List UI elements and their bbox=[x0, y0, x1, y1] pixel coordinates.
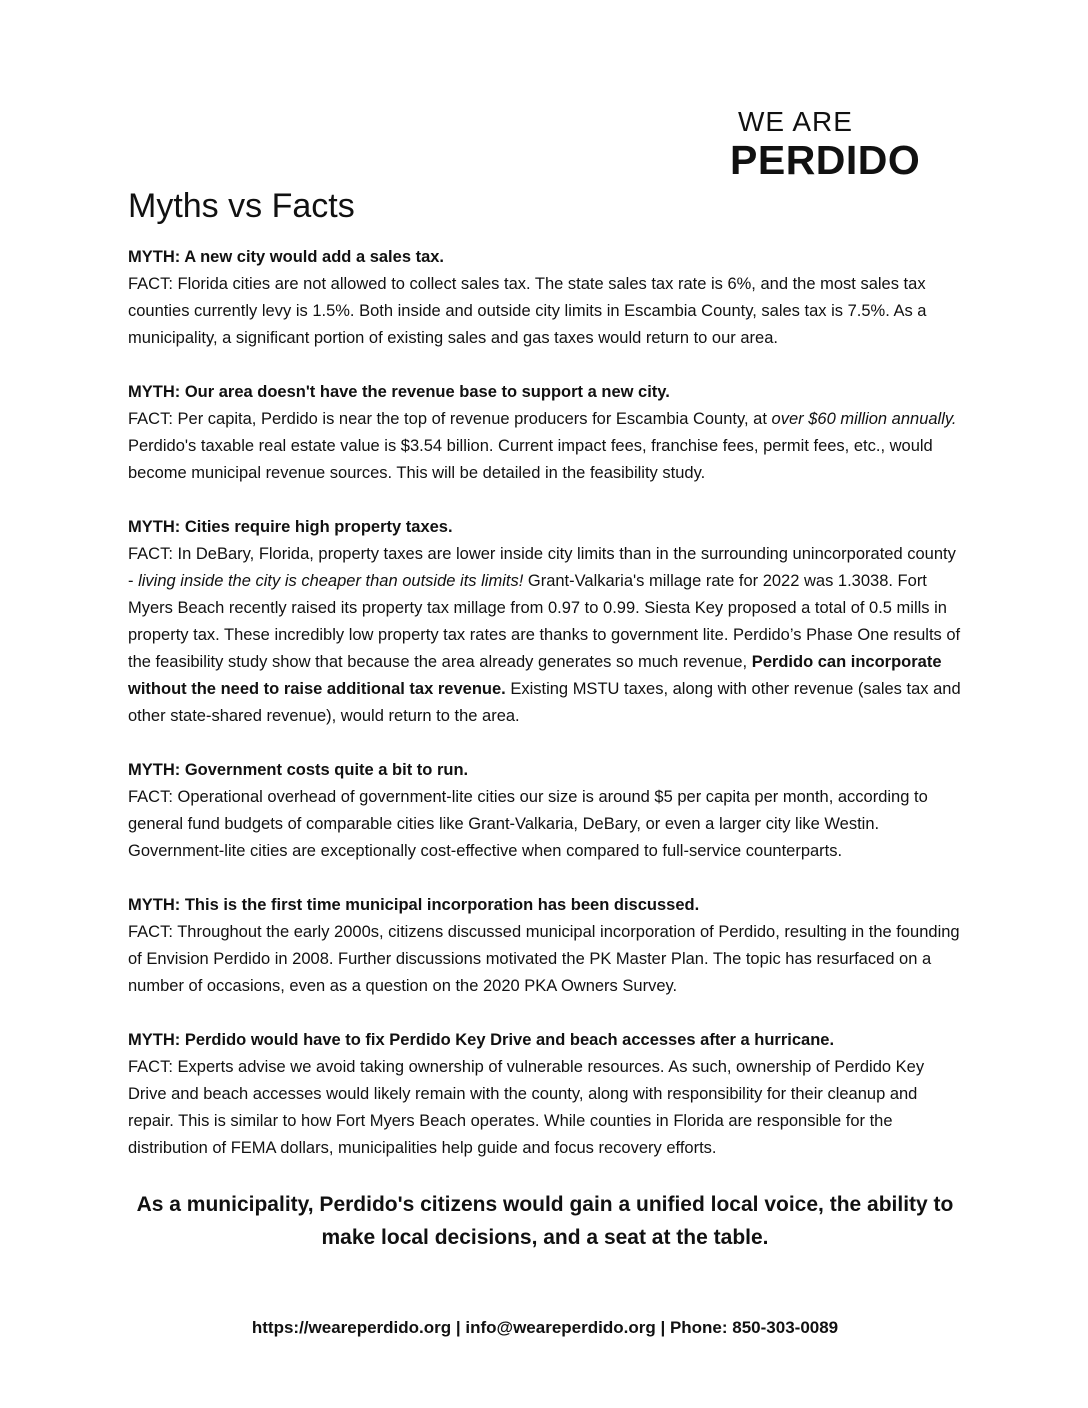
footer-separator: | bbox=[655, 1318, 670, 1337]
myth-fact-item-6 bbox=[128, 1027, 962, 1162]
myth-fact-item-4 bbox=[128, 757, 962, 865]
footer-contact bbox=[128, 1316, 962, 1340]
myths-facts-list bbox=[128, 244, 962, 1189]
fact-text bbox=[128, 271, 962, 352]
fact-segment: FACT: Operational overhead of government-lite cities our size is around $5 per capita per month, according to general fund budgets of comparable cities like Grant-Valkaria, DeBary, or even a larger city like Westin. Government-lite cities are exceptionally cost-effective when compared to full-service counterparts. bbox=[128, 788, 928, 860]
fact-emphasis: living inside the city is cheaper than outside its limits! bbox=[138, 572, 524, 590]
fact-segment: FACT: Per capita, Perdido is near the top of revenue producers for Escambia County, at bbox=[128, 410, 772, 428]
fact-emphasis: over $60 million annually. bbox=[771, 410, 957, 428]
myth-heading: MYTH: Our area doesn't have the revenue base to support a new city. bbox=[128, 383, 670, 401]
brand-logo bbox=[730, 106, 970, 182]
fact-text bbox=[128, 541, 962, 730]
email-link[interactable]: info@weareperdido.org bbox=[465, 1318, 656, 1337]
fact-segment: Perdido's taxable real estate value is $3.54 billion. Current impact fees, franchise fees, permit fees, etc., would become municipal revenue sources. This will be detailed in the feasibility study. bbox=[128, 437, 933, 482]
myth-heading: MYTH: This is the first time municipal incorporation has been discussed. bbox=[128, 896, 700, 914]
fact-segment: FACT: In DeBary, Florida, property taxes are lower inside city limits than in the surrounding unincorporated county - bbox=[128, 545, 956, 590]
myth-fact-item-5 bbox=[128, 892, 962, 1000]
fact-segment: FACT: Throughout the early 2000s, citizens discussed municipal incorporation of Perdido, resulting in the founding of Envision Perdido in 2008. Further discussions motivated the PK Master Plan. The topic has resurfaced on a number of occasions, even as a question on the 2020 PKA Owners Survey. bbox=[128, 923, 960, 995]
fact-text bbox=[128, 919, 962, 1000]
closing-statement: As a municipality, Perdido's citizens would gain a unified local voice, the ability to make local decisions, and a seat at the table. bbox=[136, 1193, 954, 1249]
myth-heading: MYTH: Cities require high property taxes. bbox=[128, 518, 453, 536]
myth-heading: MYTH: A new city would add a sales tax. bbox=[128, 248, 445, 266]
fact-segment: Existing MSTU taxes, along with other revenue (sales tax and other state-shared revenue), would return to the area. bbox=[128, 680, 961, 725]
website-link[interactable]: https://weareperdido.org bbox=[251, 1318, 452, 1337]
logo-line-we-are: WE ARE bbox=[738, 106, 853, 137]
fact-segment: Grant-Valkaria's millage rate for 2022 was 1.3038. Fort Myers Beach recently raised its property tax millage from 0.97 to 0.99. Siesta Key proposed a total of 0.5 mills in property tax. These incredibly low property tax rates are thanks to government lite. Perdido’s Phase One results of the feasibility study show that because the area already generates so much revenue, bbox=[128, 572, 961, 671]
logo-line-perdido: PERDIDO bbox=[730, 137, 921, 183]
page-title: Myths vs Facts bbox=[128, 187, 355, 225]
myth-fact-item-2 bbox=[128, 379, 962, 487]
footer-separator: | bbox=[451, 1318, 466, 1337]
fact-text bbox=[128, 1054, 962, 1162]
myth-heading: MYTH: Perdido would have to fix Perdido Key Drive and beach accesses after a hurricane. bbox=[128, 1031, 835, 1049]
fact-highlight: Perdido can incorporate without the need to raise additional tax revenue. bbox=[128, 653, 942, 698]
myth-fact-item-3 bbox=[128, 514, 962, 730]
myth-fact-item-1 bbox=[128, 244, 962, 352]
fact-text bbox=[128, 406, 962, 487]
fact-text bbox=[128, 784, 962, 865]
myth-heading: MYTH: Government costs quite a bit to run. bbox=[128, 761, 469, 779]
phone-number: Phone: 850-303-0089 bbox=[669, 1318, 839, 1337]
fact-segment: FACT: Experts advise we avoid taking ownership of vulnerable resources. As such, ownership of Perdido Key Drive and beach accesses would likely remain with the county, along with responsibility for their cleanup and repair. This is similar to how Fort Myers Beach operates. While counties in Florida are responsible for the distribution of FEMA dollars, municipalities help guide and focus recovery efforts. bbox=[128, 1058, 925, 1157]
fact-segment: FACT: Florida cities are not allowed to collect sales tax. The state sales tax rate is 6%, and the most sales tax counties currently levy is 1.5%. Both inside and outside city limits in Escambia County, sales tax is 7.5%. As a municipality, a significant portion of existing sales and gas taxes would return to our area. bbox=[128, 275, 927, 347]
